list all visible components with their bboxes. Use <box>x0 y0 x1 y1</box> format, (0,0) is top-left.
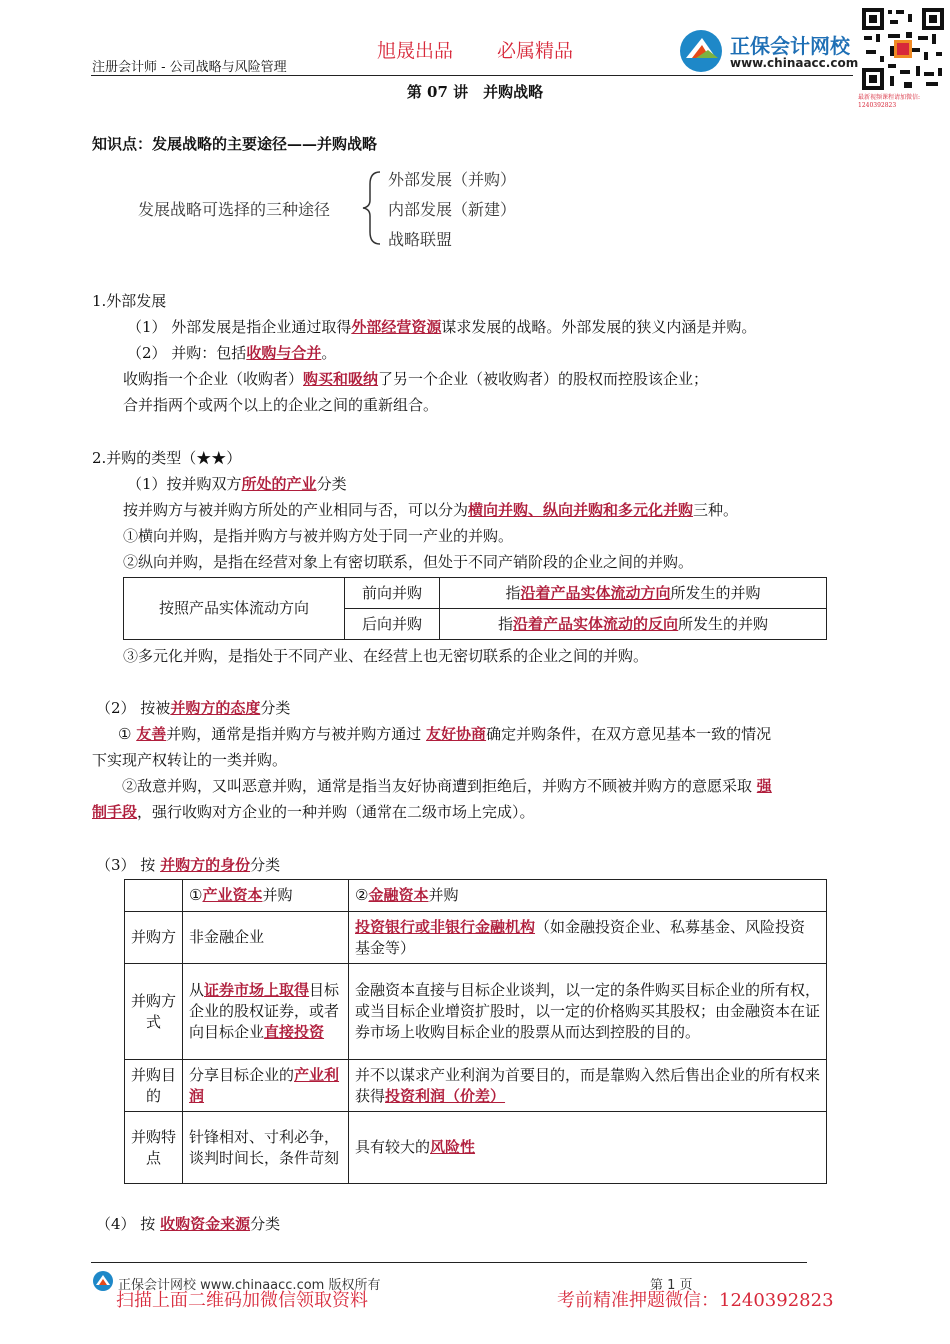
text: 并不以谋求产业利润为首要目的，而是靠购入然后售出企业的所有权来获得 <box>355 1065 821 1105</box>
table2-feature-financial <box>349 1112 827 1184</box>
table2-row-feature: 并购特点 <box>125 1112 183 1184</box>
highlight: 产业利润 <box>189 1065 340 1105</box>
text: （1） 外部发展是指企业通过取得 <box>127 318 352 336</box>
table2-method-financial: 金融资本直接与目标企业谈判，以一定的条件购买目标企业的所有权，或当目标企业增资扩股时，以一定的价格购买其股权；由金融资本在证券市场上收购目标企业的股票从而达到控股的目的。 <box>349 964 827 1060</box>
table2-row-acquirer: 并购方 <box>125 912 183 964</box>
logo-url: www.chinaacc.com <box>730 56 859 70</box>
text: 。 <box>321 344 337 362</box>
highlight: 外部经营资源 <box>351 318 442 336</box>
highlight: 购买和吸纳 <box>303 370 379 388</box>
text: 从 <box>189 981 205 999</box>
table2-acquirer-industrial: 非金融企业 <box>183 912 349 964</box>
text: 所发生的并购 <box>670 583 761 602</box>
footer-red-left: 扫描上面二维码加微信领取资料 <box>116 1290 368 1311</box>
s2-t2-para-1b: 下实现产权转让的一类并购。 <box>92 751 288 769</box>
s2-type-1-heading <box>127 474 347 494</box>
text: 并购，通常是指并购方与被并购方通过 <box>166 725 422 743</box>
s1-para-2 <box>127 343 336 363</box>
s2-t2-para-2b <box>92 802 535 822</box>
text: 了另一个企业（被收购者）的股权而控股该企业； <box>378 370 709 388</box>
text: ，强行收购对方企业的一种并购（通常在二级市场上完成）。 <box>137 803 535 821</box>
table1-forward: 前向并购 <box>345 578 440 609</box>
text: 目标企业的股权证券，或者向目标企业 <box>189 981 340 1041</box>
capital-type-table <box>124 879 827 1184</box>
highlight: 直接投资 <box>264 1023 325 1041</box>
s2-type-2-heading <box>96 698 290 718</box>
table2-row-purpose: 并购目的 <box>125 1060 183 1112</box>
table1-backward: 后向并购 <box>345 609 440 640</box>
table2-col-financial <box>349 880 827 912</box>
text: 所发生的并购 <box>678 614 769 633</box>
text: （3） 按 <box>96 856 156 874</box>
text: ② <box>355 886 369 904</box>
text: ① <box>118 725 132 743</box>
text: 按并购方与被并购方所处的产业相同与否，可以分为 <box>123 501 469 519</box>
text: 分享目标企业的 <box>189 1065 295 1084</box>
table1-label: 按照产品实体流动方向 <box>124 578 345 640</box>
highlight: 沿着产品实体流动方向 <box>520 583 671 602</box>
section-2-heading: 2.并购的类型（★★） <box>92 449 242 467</box>
knowledge-point: 知识点：发展战略的主要途径——并购战略 <box>92 135 378 153</box>
text: 收购指一个企业（收购者） <box>123 370 304 388</box>
text: 指 <box>505 583 521 602</box>
text: 三种。 <box>693 501 739 519</box>
highlight: 证券市场上取得 <box>204 981 310 999</box>
qr-note: 最新视频课程请加微信: 1240392823 <box>858 94 921 109</box>
text: （2） 并购：包括 <box>127 344 247 362</box>
highlight: 收购资金来源 <box>160 1215 251 1233</box>
text: 分类 <box>316 475 347 493</box>
s1-para-1 <box>127 317 756 337</box>
header-divider <box>91 75 853 76</box>
highlight: 横向并购、纵向并购和多元化并购 <box>468 501 694 519</box>
qr-code <box>858 6 946 109</box>
text: （如金融投资企业、私募基金、风险投资基金等） <box>355 917 806 957</box>
text: 确定并购条件，在双方意见基本一致的情况 <box>486 725 772 743</box>
slogan-left: 旭晟出品 <box>377 40 454 62</box>
highlight: 投资利润（价差） <box>385 1086 506 1105</box>
highlight: 友好协商 <box>426 725 487 743</box>
s2-type-4-heading <box>96 1214 280 1234</box>
text: 分类 <box>250 856 281 874</box>
footer-divider <box>91 1262 807 1263</box>
text: 并购 <box>428 886 459 904</box>
s2-t2-para-1 <box>118 724 771 744</box>
s2-type-3-heading <box>96 855 280 875</box>
s2-t1-para-3: ②纵向并购，是指在经营对象上有密切联系，但处于不同产销阶段的企业之间的并购。 <box>123 553 694 571</box>
diagram-branch-alliance: 战略联盟 <box>388 230 453 249</box>
diagram-branch-external: 外部发展（并购） <box>388 170 517 189</box>
highlight: 制手段 <box>92 803 138 821</box>
footer-copyright: 正保会计网校 www.chinaacc.com 版权所有 <box>118 1278 381 1293</box>
qr-code-icon <box>860 6 946 92</box>
footer-page-number: 第 1 页 <box>650 1278 693 1293</box>
s2-t1-para-4: ③多元化并购，是指处于不同产业、在经营上也无密切联系的企业之间的并购。 <box>123 647 649 665</box>
s2-t1-para-2: ①横向并购，是指并购方与被并购方处于同一产业的并购。 <box>123 527 514 545</box>
text: （1）按并购双方 <box>127 475 242 493</box>
course-name: 注册会计师 - 公司战略与风险管理 <box>92 60 287 75</box>
highlight: 并购方的态度 <box>170 699 261 717</box>
vertical-merger-table <box>123 577 827 640</box>
table2-method-industrial <box>183 964 349 1060</box>
highlight: 沿着产品实体流动的反向 <box>512 614 678 633</box>
highlight: 收购与合并 <box>246 344 322 362</box>
section-1-heading: 1.外部发展 <box>92 292 167 310</box>
text: （4） 按 <box>96 1215 156 1233</box>
text: 并购 <box>262 886 293 904</box>
slogan-right: 必属精品 <box>497 40 574 62</box>
s1-para-4: 合并指两个或两个以上的企业之间的重新组合。 <box>123 396 439 414</box>
highlight: 所处的产业 <box>241 475 317 493</box>
text: 分类 <box>250 1215 281 1233</box>
footer-red-right: 考前精准押题微信：1240392823 <box>557 1290 834 1311</box>
table1-forward-desc <box>440 578 827 609</box>
highlight: 投资银行或非银行金融机构 <box>355 917 536 936</box>
highlight: 产业资本 <box>202 886 263 904</box>
text: 指 <box>497 614 513 633</box>
footer-logo-icon <box>92 1270 114 1292</box>
highlight: 并购方的身份 <box>160 856 251 874</box>
brace-icon <box>360 168 384 248</box>
text: 分类 <box>260 699 291 717</box>
table1-backward-desc <box>440 609 827 640</box>
table2-feature-industrial: 针锋相对、寸利必争，谈判时间长，条件苛刻 <box>183 1112 349 1184</box>
highlight: 风险性 <box>430 1138 476 1156</box>
diagram-branch-internal: 内部发展（新建） <box>388 200 517 219</box>
highlight: 金融资本 <box>368 886 429 904</box>
table2-acquirer-financial <box>349 912 827 964</box>
logo-name: 正保会计网校 <box>730 34 850 58</box>
text: ②敌意并购，又叫恶意并购，通常是指当友好协商遭到拒绝后，并购方不顾被并购方的意愿采取 <box>122 777 753 795</box>
table2-corner <box>125 880 183 912</box>
diagram-root: 发展战略可选择的三种途径 <box>138 200 331 219</box>
chinaacc-logo <box>678 28 858 74</box>
page-title: 第 07 讲 并购战略 <box>406 83 544 101</box>
s2-t1-para-1 <box>123 500 738 520</box>
highlight: 强 <box>756 777 772 795</box>
table2-purpose-industrial <box>183 1060 349 1112</box>
s1-para-3 <box>123 369 708 389</box>
highlight: 友善 <box>136 725 167 743</box>
table2-purpose-financial <box>349 1060 827 1112</box>
table2-col-industrial <box>183 880 349 912</box>
text: （2） 按被 <box>96 699 171 717</box>
s2-t2-para-2 <box>122 776 772 796</box>
text: ① <box>189 886 203 904</box>
table2-row-method: 并购方式 <box>125 964 183 1060</box>
logo-emblem-icon <box>678 28 726 74</box>
text: 具有较大的 <box>355 1138 431 1156</box>
text: 谋求发展的战略。外部发展的狭义内涵是并购。 <box>441 318 757 336</box>
